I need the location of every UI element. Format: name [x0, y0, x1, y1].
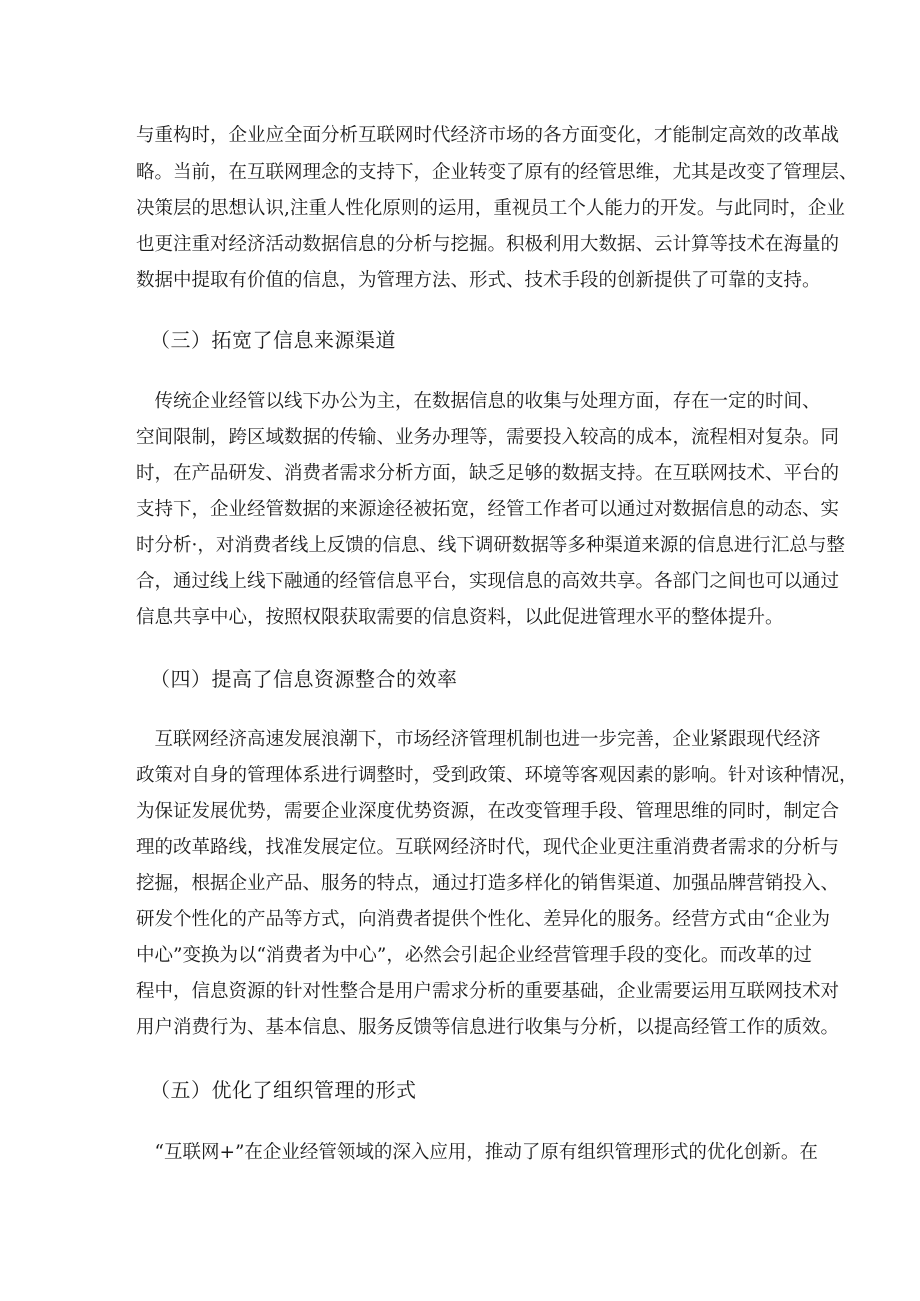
paragraph-line: 支持下，企业经管数据的来源途径被拓宽，经管工作者可以通过对数据信息的动态、实: [136, 499, 840, 520]
paragraph-line: 用户消费行为、基本信息、服务反馈等信息进行收集与分析，以提高经管工作的质效。: [136, 1017, 840, 1038]
paragraph-line: 也更注重对经济活动数据信息的分析与挖掘。积极利用大数据、云计算等技术在海量的: [136, 234, 840, 255]
paragraph-line: 合，通过线上线下融通的经管信息平台，实现信息的高效共享。各部门之间也可以通过: [136, 571, 840, 592]
paragraph-line: 时分析·，对消费者线上反馈的信息、线下调研数据等多种渠道来源的信息进行汇总与整: [136, 535, 845, 556]
paragraph-line: “互联网+”在企业经管领域的深入应用，推动了原有组织管理形式的优化创新。在: [136, 1142, 818, 1163]
paragraph-line: 挖掘，根据企业产品、服务的特点，通过打造多样化的销售渠道、加强品牌营销投入、: [136, 873, 840, 894]
paragraph-line: 研发个性化的产品等方式，向消费者提供个性化、差异化的服务。经营方式由“企业为: [136, 909, 830, 930]
section-heading: （五）优化了组织管理的形式: [150, 1078, 417, 1102]
paragraph-line: 数据中提取有价值的信息，为管理方法、形式、技术手段的创新提供了可靠的支持。: [136, 270, 821, 291]
paragraph-line: 程中，信息资源的针对性整合是用户需求分析的重要基础，企业需要运用互联网技术对: [136, 981, 840, 1002]
section-heading: （四）提高了信息资源整合的效率: [150, 667, 458, 691]
paragraph-line: 信息共享中心，按照权限获取需要的信息资料，以此促进管理水平的整体提升。: [136, 607, 784, 628]
paragraph-line: 空间限制，跨区域数据的传输、业务办理等，需要投入较高的成本，流程相对复杂。同: [136, 427, 840, 448]
paragraph-line: 与重构时，企业应全面分析互联网时代经济市场的各方面变化，才能制定高效的改革战: [136, 125, 840, 146]
section-heading: （三）拓宽了信息来源渠道: [150, 328, 396, 352]
paragraph-line: 传统企业经管以线下办公为主，在数据信息的收集与处理方面，存在一定的时间、: [136, 391, 821, 412]
paragraph-line: 时，在产品研发、消费者需求分析方面，缺乏足够的数据支持。在互联网技术、平台的: [136, 463, 840, 484]
paragraph-line: 为保证发展优势，需要企业深度优势资源，在改变管理手段、管理思维的同时，制定合: [136, 801, 840, 822]
paragraph-line: 中心”变换为以“消费者为中心”，必然会引起企业经营管理手段的变化。而改革的过: [136, 945, 812, 966]
paragraph-line: 略。当前，在互联网理念的支持下，企业转变了原有的经管思维，尤其是改变了管理层、: [136, 162, 858, 183]
paragraph-line: 互联网经济高速发展浪潮下，市场经济管理机制也进一步完善，企业紧跟现代经济: [136, 729, 821, 750]
paragraph-line: 政策对自身的管理体系进行调整时，受到政策、环境等客观因素的影响。针对该种情况，: [136, 765, 858, 786]
paragraph-line: 决策层的思想认识,注重人性化原则的运用，重视员工个人能力的开发。与此同时，企业: [136, 198, 845, 219]
paragraph-line: 理的改革路线，找准发展定位。互联网经济时代，现代企业更注重消费者需求的分析与: [136, 837, 840, 858]
